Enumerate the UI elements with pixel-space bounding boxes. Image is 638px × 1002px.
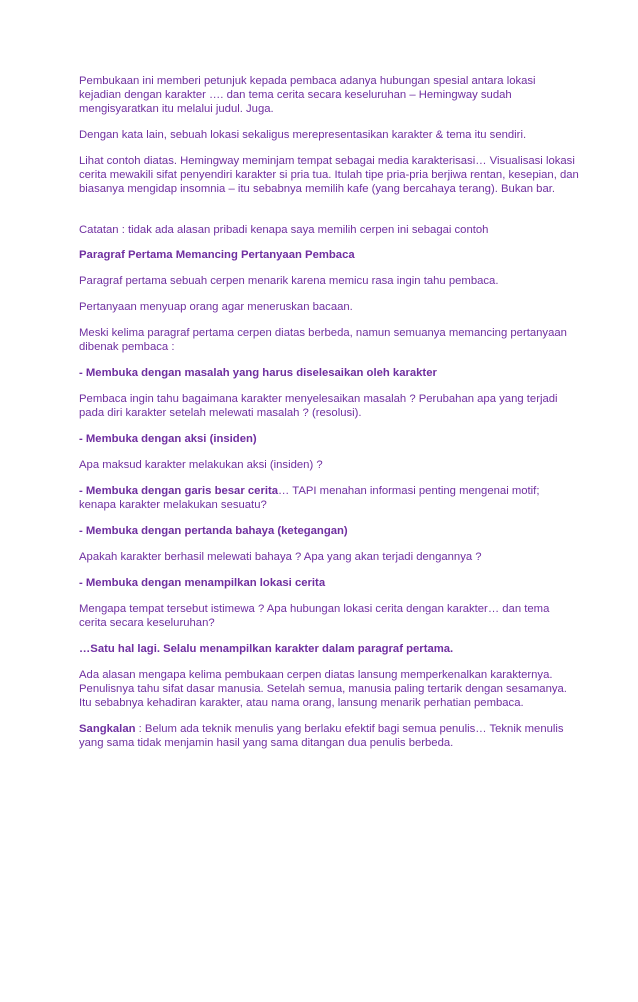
heading-first-paragraph: Paragraf Pertama Memancing Pertanyaan Pembaca (79, 249, 355, 261)
paragraph-location-question: Mengapa tempat tersebut istimewa ? Apa hubungan lokasi cerita dengan karakter… dan tema cerita secara keseluruhan? (79, 603, 550, 629)
heading-one-more-thing: …Satu hal lagi. Selalu menampilkan karakter dalam paragraf pertama. (79, 643, 454, 655)
heading-open-with-problem: - Membuka dengan masalah yang harus diselesaikan oleh karakter (79, 367, 437, 379)
heading-open-with-location: - Membuka dengan menampilkan lokasi cerita (79, 577, 326, 589)
paragraph-open-with-outline (79, 484, 579, 512)
paragraph-intro: Pembukaan ini memberi petunjuk kepada pembaca adanya hubungan spesial antara lokasi kejadian dengan karakter …. dan tema cerita secara keseluruhan – Hemingway sudah mengisyaratkan itu melalui judul. Juga. (79, 75, 536, 115)
paragraph-danger-question: Apakah karakter berhasil melewati bahaya ? Apa yang akan terjadi dengannya ? (79, 551, 482, 563)
document-page (79, 74, 579, 750)
paragraph-problem-question: Pembaca ingin tahu bagaimana karakter menyelesaikan masalah ? Perubahan apa yang terjadi pada diri karakter setelah melewati masalah ? (resolusi). (79, 393, 558, 419)
paragraph-curiosity: Paragraf pertama sebuah cerpen menarik karena memicu rasa ingin tahu pembaca. (79, 275, 499, 287)
outline-description: … TAPI menahan informasi penting mengenai motif; kenapa karakter melakukan sesuatu? (79, 485, 540, 511)
paragraph-location-theme: Dengan kata lain, sebuah lokasi sekaligus merepresentasikan karakter & tema itu sendiri. (79, 129, 527, 141)
heading-open-with-action: - Membuka dengan aksi (insiden) (79, 433, 257, 445)
disclaimer-label: Sangkalan (79, 723, 136, 735)
disclaimer-text: : Belum ada teknik menulis yang berlaku efektif bagi semua penulis… Teknik menulis yang sama tidak menjamin hasil yang sama ditangan dua penulis berbeda. (79, 723, 564, 749)
paragraph-introduce-character: Ada alasan mengapa kelima pembukaan cerpen diatas lansung memperkenalkan karakternya. Penulisnya tahu sifat dasar manusia. Setelah semua, manusia paling tertarik dengan sesamanya. Itu sebabnya kehadiran karakter, atau nama orang, lansung menarik perhatian pembaca. (79, 669, 567, 709)
paragraph-hemingway-example: Lihat contoh diatas. Hemingway meminjam tempat sebagai media karakterisasi… Visualisasi lokasi cerita mewakili sifat penyendiri karakter si pria tua. Itulah tipe pria-pria berjiwa rentan, kesepian, dan biasanya mengidap insomnia – itu sebabnya memilih kafe (yang bercahaya terang). Bukan bar. (79, 155, 579, 195)
heading-open-with-outline: - Membuka dengan garis besar cerita (79, 485, 279, 497)
heading-open-with-danger: - Membuka dengan pertanda bahaya (ketegangan) (79, 525, 348, 537)
paragraph-questions: Pertanyaan menyuap orang agar meneruskan bacaan. (79, 301, 353, 313)
paragraph-disclaimer (79, 722, 579, 750)
paragraph-five-openings: Meski kelima paragraf pertama cerpen diatas berbeda, namun semuanya memancing pertanyaan dibenak pembaca : (79, 327, 567, 353)
paragraph-action-question: Apa maksud karakter melakukan aksi (insiden) ? (79, 459, 323, 471)
paragraph-note: Catatan : tidak ada alasan pribadi kenapa saya memilih cerpen ini sebagai contoh (79, 224, 489, 236)
